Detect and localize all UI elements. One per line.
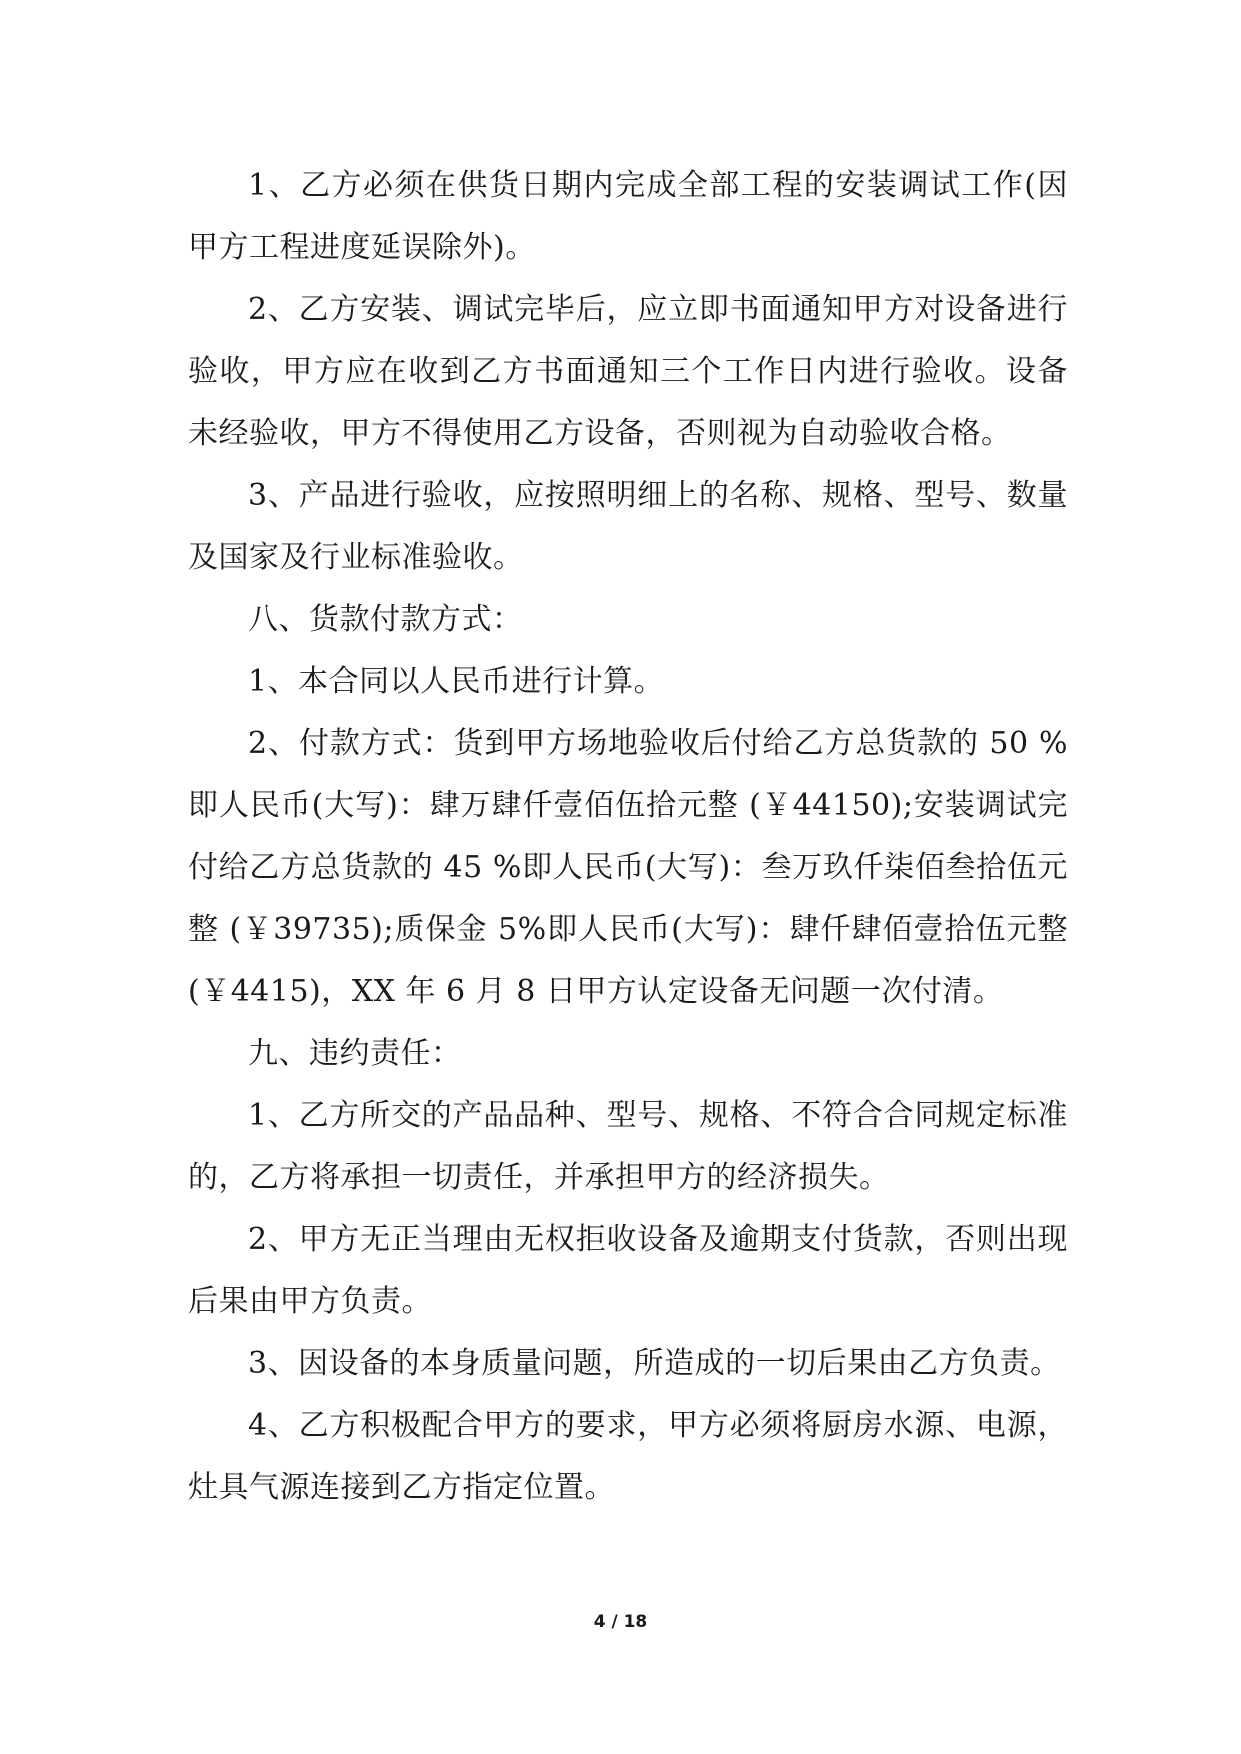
clause-7-3: 3、产品进行验收，应按照明细上的名称、规格、型号、数量及国家及行业标准验收。 — [188, 478, 1068, 575]
clause-9-3: 3、因设备的本身质量问题，所造成的一切后果由乙方负责。 — [248, 1346, 1061, 1381]
clause-9-4: 4、乙方积极配合甲方的要求，甲方必须将厨房水源、电源，灶具气源连接到乙方指定位置。 — [188, 1408, 1068, 1505]
section-heading-payment: 八、货款付款方式： — [248, 602, 523, 637]
document-body — [188, 155, 1068, 1519]
page-number: 4 / 18 — [593, 1612, 648, 1632]
section-heading-liability: 九、违约责任： — [248, 1036, 462, 1071]
clause-8-1: 1、本合同以人民币进行计算。 — [248, 664, 665, 699]
clause-9-2: 2、甲方无正当理由无权拒收设备及逾期支付货款，否则出现后果由甲方负责。 — [188, 1222, 1068, 1319]
clause-7-2: 2、乙方安装、调试完毕后，应立即书面通知甲方对设备进行验收，甲方应在收到乙方书面通知三个工作日内进行验收。设备未经验收，甲方不得使用乙方设备，否则视为自动验收合格。 — [188, 292, 1068, 451]
clause-7-1: 1、乙方必须在供货日期内完成全部工程的安装调试工作(因甲方工程进度延误除外)。 — [188, 168, 1068, 265]
clause-9-1: 1、乙方所交的产品品种、型号、规格、不符合合同规定标准的，乙方将承担一切责任，并承担甲方的经济损失。 — [188, 1098, 1068, 1195]
clause-8-2: 2、付款方式：货到甲方场地验收后付给乙方总货款的 50 %即人民币(大写)：肆万肆仟壹佰伍拾元整 (￥44150);安装调试完付给乙方总货款的 45 %即人民币(大写)：叁万玖仟柒佰叁拾伍元整 (￥39735);质保金 5%即人民币(大写)：肆仟肆佰壹拾伍元整 (￥4415)，XX 年 6 月 8 日甲方认定设备无问题一次付清。 — [188, 726, 1068, 1009]
